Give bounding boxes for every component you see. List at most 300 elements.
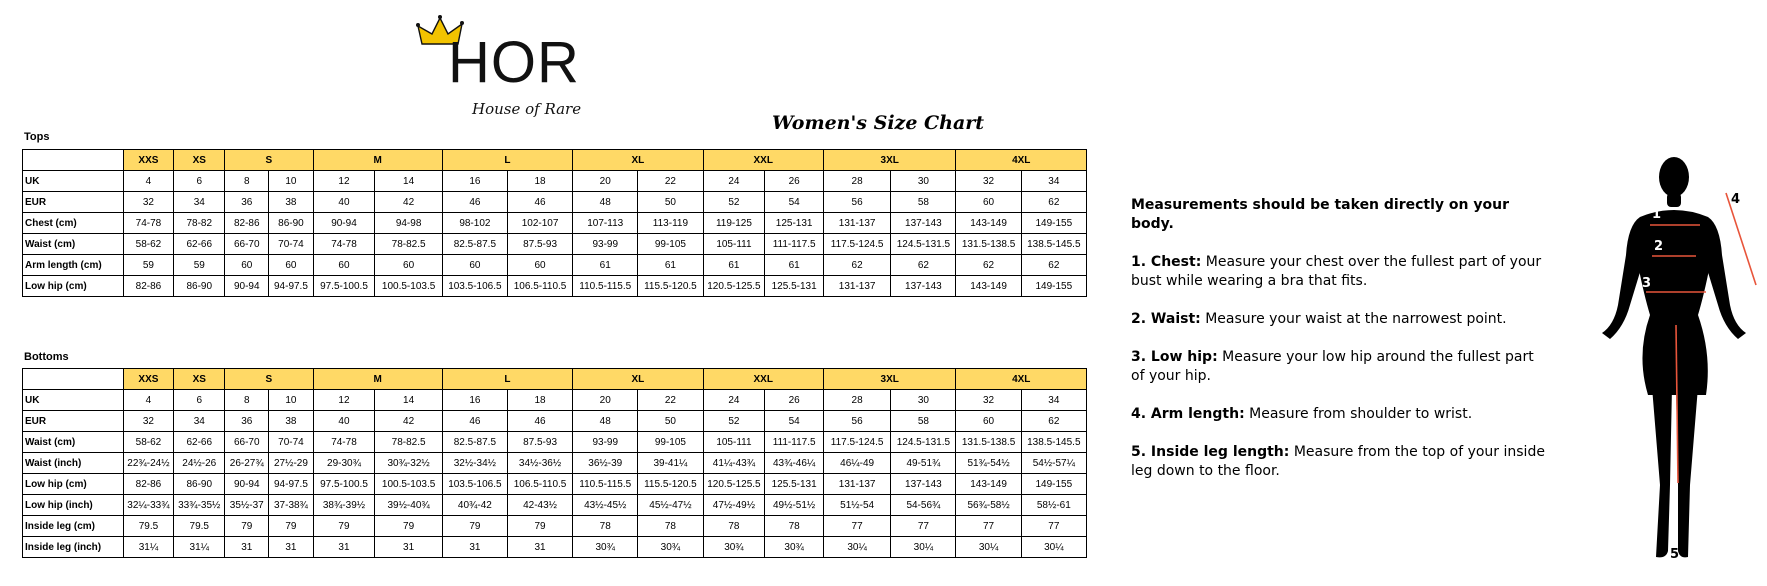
table-cell: 46¼-49: [823, 453, 890, 474]
table-cell: 40: [313, 411, 375, 432]
table-cell: 58: [891, 411, 956, 432]
table-row: [23, 474, 1087, 495]
table-cell: 58-62: [123, 234, 174, 255]
table-row: [23, 453, 1087, 474]
table-cell: 79: [375, 516, 442, 537]
table-cell: 37-38¾: [269, 495, 313, 516]
table-cell: 22: [638, 171, 703, 192]
table-cell: 38¾-39½: [313, 495, 375, 516]
table-cell: 54-56¾: [891, 495, 956, 516]
table-cell: 36: [225, 411, 269, 432]
table-cell: 14: [375, 390, 442, 411]
table-cell: 30¾: [765, 537, 824, 558]
table-cell: 78-82.5: [375, 234, 442, 255]
table-cell: 31: [313, 537, 375, 558]
row-label: Inside leg (cm): [23, 516, 124, 537]
table-cell: 131.5-138.5: [956, 234, 1021, 255]
table-cell: 79: [313, 516, 375, 537]
table-cell: 98-102: [442, 213, 507, 234]
measure-marker-inside-leg: 5: [1670, 547, 1680, 562]
table-cell: 35½-37: [225, 495, 269, 516]
table-cell: 124.5-131.5: [891, 432, 956, 453]
table-cell: 12: [313, 390, 375, 411]
table-cell: 32¼-33¾: [123, 495, 174, 516]
table-cell: 70-74: [269, 234, 313, 255]
table-cell: 31: [507, 537, 572, 558]
table-cell: 79.5: [123, 516, 174, 537]
table-cell: 20: [573, 390, 638, 411]
table-row: [23, 213, 1087, 234]
table-cell: 62: [891, 255, 956, 276]
table-cell: 74-78: [313, 234, 375, 255]
table-cell: 30¾: [703, 537, 765, 558]
logo-wordmark: HOR: [448, 30, 580, 95]
instruction-text: Measure from shoulder to wrist.: [1249, 406, 1473, 422]
table-cell: 30: [891, 390, 956, 411]
table-cell: 149-155: [1021, 474, 1086, 495]
table-cell: 62: [956, 255, 1021, 276]
table-row: [23, 171, 1087, 192]
tops-section-label: Tops: [24, 131, 50, 143]
table-cell: 16: [442, 390, 507, 411]
table-cell: 120.5-125.5: [703, 276, 765, 297]
table-cell: 143-149: [956, 276, 1021, 297]
table-cell: 78-82: [174, 213, 225, 234]
table-cell: 34: [174, 192, 225, 213]
table-cell: 79: [442, 516, 507, 537]
table-cell: 61: [573, 255, 638, 276]
table-cell: 52: [703, 411, 765, 432]
size-header-cell: XXL: [703, 369, 823, 390]
instruction-waist: [1131, 310, 1551, 329]
table-cell: 61: [765, 255, 824, 276]
table-cell: 26: [765, 390, 824, 411]
table-cell: 119-125: [703, 213, 765, 234]
table-cell: 34: [1021, 390, 1086, 411]
table-cell: 10: [269, 171, 313, 192]
table-cell: 36: [225, 192, 269, 213]
table-cell: 77: [823, 516, 890, 537]
table-cell: 138.5-145.5: [1021, 432, 1086, 453]
table-cell: 59: [174, 255, 225, 276]
table-cell: 62-66: [174, 234, 225, 255]
table-cell: 48: [573, 411, 638, 432]
table-cell: 49-51¾: [891, 453, 956, 474]
instructions-intro: Measurements should be taken directly on your body.: [1131, 197, 1509, 232]
table-cell: 149-155: [1021, 276, 1086, 297]
header-corner-cell: [23, 150, 124, 171]
table-cell: 99-105: [638, 432, 703, 453]
table-cell: 82-86: [225, 213, 269, 234]
table-cell: 66-70: [225, 234, 269, 255]
table-cell: 30¾: [638, 537, 703, 558]
table-cell: 58-62: [123, 432, 174, 453]
table-cell: 46: [442, 411, 507, 432]
table-cell: 110.5-115.5: [573, 474, 638, 495]
size-header-cell: 3XL: [823, 150, 956, 171]
table-row: [23, 192, 1087, 213]
table-cell: 111-117.5: [765, 234, 824, 255]
instruction-text: Measure your low hip around the fullest part of your hip.: [1131, 349, 1534, 384]
instruction-chest: [1131, 253, 1551, 291]
table-cell: 6: [174, 390, 225, 411]
table-cell: 32½-34½: [442, 453, 507, 474]
measure-marker-chest: 1: [1652, 207, 1662, 222]
header-corner-cell: [23, 369, 124, 390]
bottoms-section-label: Bottoms: [24, 351, 69, 363]
table-cell: 107-113: [573, 213, 638, 234]
table-cell: 56¾-58½: [956, 495, 1021, 516]
table-row: [23, 411, 1087, 432]
row-label: EUR: [23, 192, 124, 213]
table-cell: 111-117.5: [765, 432, 824, 453]
table-cell: 86-90: [174, 474, 225, 495]
table-cell: 131.5-138.5: [956, 432, 1021, 453]
table-cell: 38: [269, 192, 313, 213]
table-cell: 70-74: [269, 432, 313, 453]
table-cell: 31: [225, 537, 269, 558]
size-header-cell: XL: [573, 369, 703, 390]
row-label: Waist (cm): [23, 432, 124, 453]
table-cell: 93-99: [573, 432, 638, 453]
table-cell: 125-131: [765, 213, 824, 234]
size-header-cell: 4XL: [956, 369, 1087, 390]
table-cell: 30¾-32½: [375, 453, 442, 474]
table-cell: 62: [1021, 411, 1086, 432]
table-cell: 138.5-145.5: [1021, 234, 1086, 255]
logo-tagline: House of Rare: [472, 100, 582, 118]
measure-marker-waist: 2: [1654, 239, 1664, 254]
table-cell: 6: [174, 171, 225, 192]
size-header-cell: S: [225, 150, 313, 171]
table-cell: 30¼: [1021, 537, 1086, 558]
table-cell: 30¼: [823, 537, 890, 558]
table-cell: 60: [442, 255, 507, 276]
table-cell: 18: [507, 390, 572, 411]
table-cell: 60: [313, 255, 375, 276]
female-silhouette-icon: [1588, 155, 1760, 565]
table-cell: 105-111: [703, 234, 765, 255]
bottoms-size-table: [22, 368, 1087, 558]
size-header-cell: XXL: [703, 150, 823, 171]
table-cell: 143-149: [956, 474, 1021, 495]
table-cell: 34: [1021, 171, 1086, 192]
table-cell: 79: [269, 516, 313, 537]
table-cell: 24½-26: [174, 453, 225, 474]
table-cell: 58: [891, 192, 956, 213]
table-cell: 22¾-24½: [123, 453, 174, 474]
table-cell: 82-86: [123, 276, 174, 297]
table-cell: 143-149: [956, 213, 1021, 234]
table-cell: 78: [573, 516, 638, 537]
size-header-cell: 3XL: [823, 369, 956, 390]
table-cell: 18: [507, 171, 572, 192]
table-row: [23, 537, 1087, 558]
table-cell: 74-78: [123, 213, 174, 234]
table-row: [23, 276, 1087, 297]
table-row: [23, 516, 1087, 537]
table-cell: 46: [442, 192, 507, 213]
table-cell: 40¾-42: [442, 495, 507, 516]
table-cell: 8: [225, 390, 269, 411]
tops-header-row: [23, 150, 1087, 171]
table-row: [23, 234, 1087, 255]
table-cell: 106.5-110.5: [507, 474, 572, 495]
table-cell: 79.5: [174, 516, 225, 537]
table-cell: 78-82.5: [375, 432, 442, 453]
instruction-text: Measure from the top of your inside leg down to the floor.: [1131, 444, 1545, 479]
table-cell: 82.5-87.5: [442, 432, 507, 453]
table-cell: 125.5-131: [765, 276, 824, 297]
table-cell: 131-137: [823, 213, 890, 234]
table-cell: 31: [375, 537, 442, 558]
table-cell: 113-119: [638, 213, 703, 234]
table-cell: 30: [891, 171, 956, 192]
table-cell: 110.5-115.5: [573, 276, 638, 297]
size-header-cell: M: [313, 369, 442, 390]
table-cell: 39½-40¾: [375, 495, 442, 516]
table-cell: 125.5-131: [765, 474, 824, 495]
size-header-cell: M: [313, 150, 442, 171]
table-cell: 30¼: [891, 537, 956, 558]
table-cell: 14: [375, 171, 442, 192]
table-cell: 32: [956, 171, 1021, 192]
table-cell: 94-97.5: [269, 474, 313, 495]
table-cell: 62: [823, 255, 890, 276]
size-header-cell: XS: [174, 369, 225, 390]
table-cell: 115.5-120.5: [638, 276, 703, 297]
table-cell: 82.5-87.5: [442, 234, 507, 255]
table-cell: 10: [269, 390, 313, 411]
table-cell: 60: [375, 255, 442, 276]
table-cell: 137-143: [891, 474, 956, 495]
table-cell: 77: [891, 516, 956, 537]
instruction-title: 5. Inside leg length:: [1131, 444, 1290, 460]
row-label: Low hip (inch): [23, 495, 124, 516]
table-cell: 28: [823, 390, 890, 411]
table-cell: 97.5-100.5: [313, 474, 375, 495]
table-cell: 47½-49½: [703, 495, 765, 516]
table-cell: 31: [442, 537, 507, 558]
table-cell: 54: [765, 192, 824, 213]
table-cell: 42: [375, 411, 442, 432]
row-label: EUR: [23, 411, 124, 432]
table-cell: 99-105: [638, 234, 703, 255]
table-cell: 43½-45½: [573, 495, 638, 516]
table-row: [23, 255, 1087, 276]
table-cell: 49½-51½: [765, 495, 824, 516]
table-cell: 77: [956, 516, 1021, 537]
measurement-instructions: [1131, 196, 1551, 500]
row-label: UK: [23, 171, 124, 192]
table-cell: 86-90: [174, 276, 225, 297]
table-cell: 4: [123, 171, 174, 192]
table-cell: 4: [123, 390, 174, 411]
table-cell: 87.5-93: [507, 234, 572, 255]
table-cell: 87.5-93: [507, 432, 572, 453]
row-label: Chest (cm): [23, 213, 124, 234]
table-cell: 42: [375, 192, 442, 213]
table-cell: 56: [823, 192, 890, 213]
instruction-title: 1. Chest:: [1131, 254, 1202, 270]
table-cell: 52: [703, 192, 765, 213]
size-header-cell: XS: [174, 150, 225, 171]
table-cell: 124.5-131.5: [891, 234, 956, 255]
table-cell: 28: [823, 171, 890, 192]
table-cell: 106.5-110.5: [507, 276, 572, 297]
table-cell: 59: [123, 255, 174, 276]
table-cell: 137-143: [891, 213, 956, 234]
table-cell: 32: [123, 192, 174, 213]
page-title: Women's Size Chart: [772, 112, 985, 134]
table-cell: 36½-39: [573, 453, 638, 474]
table-row: [23, 390, 1087, 411]
table-cell: 94-98: [375, 213, 442, 234]
table-cell: 105-111: [703, 432, 765, 453]
table-cell: 77: [1021, 516, 1086, 537]
instruction-title: 2. Waist:: [1131, 311, 1201, 327]
table-cell: 131-137: [823, 276, 890, 297]
table-cell: 38: [269, 411, 313, 432]
measure-marker-arm: 4: [1731, 192, 1741, 207]
table-cell: 54: [765, 411, 824, 432]
table-cell: 39-41¼: [638, 453, 703, 474]
table-cell: 24: [703, 390, 765, 411]
table-cell: 78: [703, 516, 765, 537]
measure-marker-low-hip: 3: [1642, 276, 1652, 291]
instruction-inside-leg: [1131, 443, 1551, 481]
instruction-arm-length: [1131, 405, 1551, 424]
size-header-cell: 4XL: [956, 150, 1087, 171]
table-cell: 50: [638, 411, 703, 432]
table-row: [23, 495, 1087, 516]
table-cell: 137-143: [891, 276, 956, 297]
table-cell: 32: [123, 411, 174, 432]
table-cell: 100.5-103.5: [375, 276, 442, 297]
table-cell: 62: [1021, 192, 1086, 213]
table-cell: 41¼-43¾: [703, 453, 765, 474]
tops-size-table: [22, 149, 1087, 297]
table-cell: 8: [225, 171, 269, 192]
table-cell: 78: [765, 516, 824, 537]
table-cell: 61: [638, 255, 703, 276]
table-cell: 46: [507, 192, 572, 213]
table-cell: 30¾: [573, 537, 638, 558]
table-cell: 31¼: [123, 537, 174, 558]
table-cell: 43¾-46¼: [765, 453, 824, 474]
table-cell: 34: [174, 411, 225, 432]
row-label: Waist (inch): [23, 453, 124, 474]
table-cell: 16: [442, 171, 507, 192]
size-header-cell: L: [442, 369, 572, 390]
table-cell: 60: [956, 411, 1021, 432]
table-cell: 29-30¾: [313, 453, 375, 474]
instruction-text: Measure your waist at the narrowest point.: [1205, 311, 1507, 327]
table-cell: 100.5-103.5: [375, 474, 442, 495]
row-label: Waist (cm): [23, 234, 124, 255]
instruction-title: 3. Low hip:: [1131, 349, 1218, 365]
table-cell: 26: [765, 171, 824, 192]
table-cell: 120.5-125.5: [703, 474, 765, 495]
instruction-title: 4. Arm length:: [1131, 406, 1245, 422]
size-header-cell: XXS: [123, 369, 174, 390]
table-cell: 42-43½: [507, 495, 572, 516]
table-cell: 27½-29: [269, 453, 313, 474]
size-header-cell: L: [442, 150, 572, 171]
row-label: Low hip (cm): [23, 474, 124, 495]
table-cell: 40: [313, 192, 375, 213]
table-cell: 78: [638, 516, 703, 537]
brand-logo: [410, 14, 640, 122]
table-cell: 45½-47½: [638, 495, 703, 516]
table-cell: 94-97.5: [269, 276, 313, 297]
instruction-text: Measure your chest over the fullest part of your bust while wearing a bra that fits.: [1131, 254, 1542, 289]
table-cell: 115.5-120.5: [638, 474, 703, 495]
table-cell: 12: [313, 171, 375, 192]
table-cell: 62-66: [174, 432, 225, 453]
table-cell: 46: [507, 411, 572, 432]
size-header-cell: S: [225, 369, 313, 390]
table-cell: 58½-61: [1021, 495, 1086, 516]
table-cell: 93-99: [573, 234, 638, 255]
table-cell: 117.5-124.5: [823, 432, 890, 453]
table-cell: 97.5-100.5: [313, 276, 375, 297]
table-cell: 31: [269, 537, 313, 558]
table-cell: 30¼: [956, 537, 1021, 558]
table-cell: 24: [703, 171, 765, 192]
table-cell: 60: [269, 255, 313, 276]
table-cell: 22: [638, 390, 703, 411]
row-label: Arm length (cm): [23, 255, 124, 276]
row-label: UK: [23, 390, 124, 411]
table-cell: 33¾-35½: [174, 495, 225, 516]
table-cell: 51¾-54½: [956, 453, 1021, 474]
size-header-cell: XL: [573, 150, 703, 171]
table-cell: 48: [573, 192, 638, 213]
row-label: Low hip (cm): [23, 276, 124, 297]
table-cell: 79: [225, 516, 269, 537]
bottoms-header-row: [23, 369, 1087, 390]
table-cell: 60: [507, 255, 572, 276]
table-cell: 60: [225, 255, 269, 276]
table-cell: 20: [573, 171, 638, 192]
body-measurement-figure: [1588, 155, 1760, 565]
table-cell: 103.5-106.5: [442, 276, 507, 297]
table-cell: 102-107: [507, 213, 572, 234]
table-row: [23, 432, 1087, 453]
table-cell: 103.5-106.5: [442, 474, 507, 495]
table-cell: 60: [956, 192, 1021, 213]
table-cell: 79: [507, 516, 572, 537]
table-cell: 74-78: [313, 432, 375, 453]
table-cell: 32: [956, 390, 1021, 411]
table-cell: 34½-36½: [507, 453, 572, 474]
table-cell: 117.5-124.5: [823, 234, 890, 255]
table-cell: 62: [1021, 255, 1086, 276]
table-cell: 82-86: [123, 474, 174, 495]
table-cell: 149-155: [1021, 213, 1086, 234]
table-cell: 90-94: [225, 276, 269, 297]
size-header-cell: XXS: [123, 150, 174, 171]
table-cell: 50: [638, 192, 703, 213]
table-cell: 86-90: [269, 213, 313, 234]
table-cell: 56: [823, 411, 890, 432]
table-cell: 31¼: [174, 537, 225, 558]
instruction-low-hip: [1131, 348, 1551, 386]
table-cell: 26-27¾: [225, 453, 269, 474]
table-cell: 90-94: [225, 474, 269, 495]
table-cell: 90-94: [313, 213, 375, 234]
